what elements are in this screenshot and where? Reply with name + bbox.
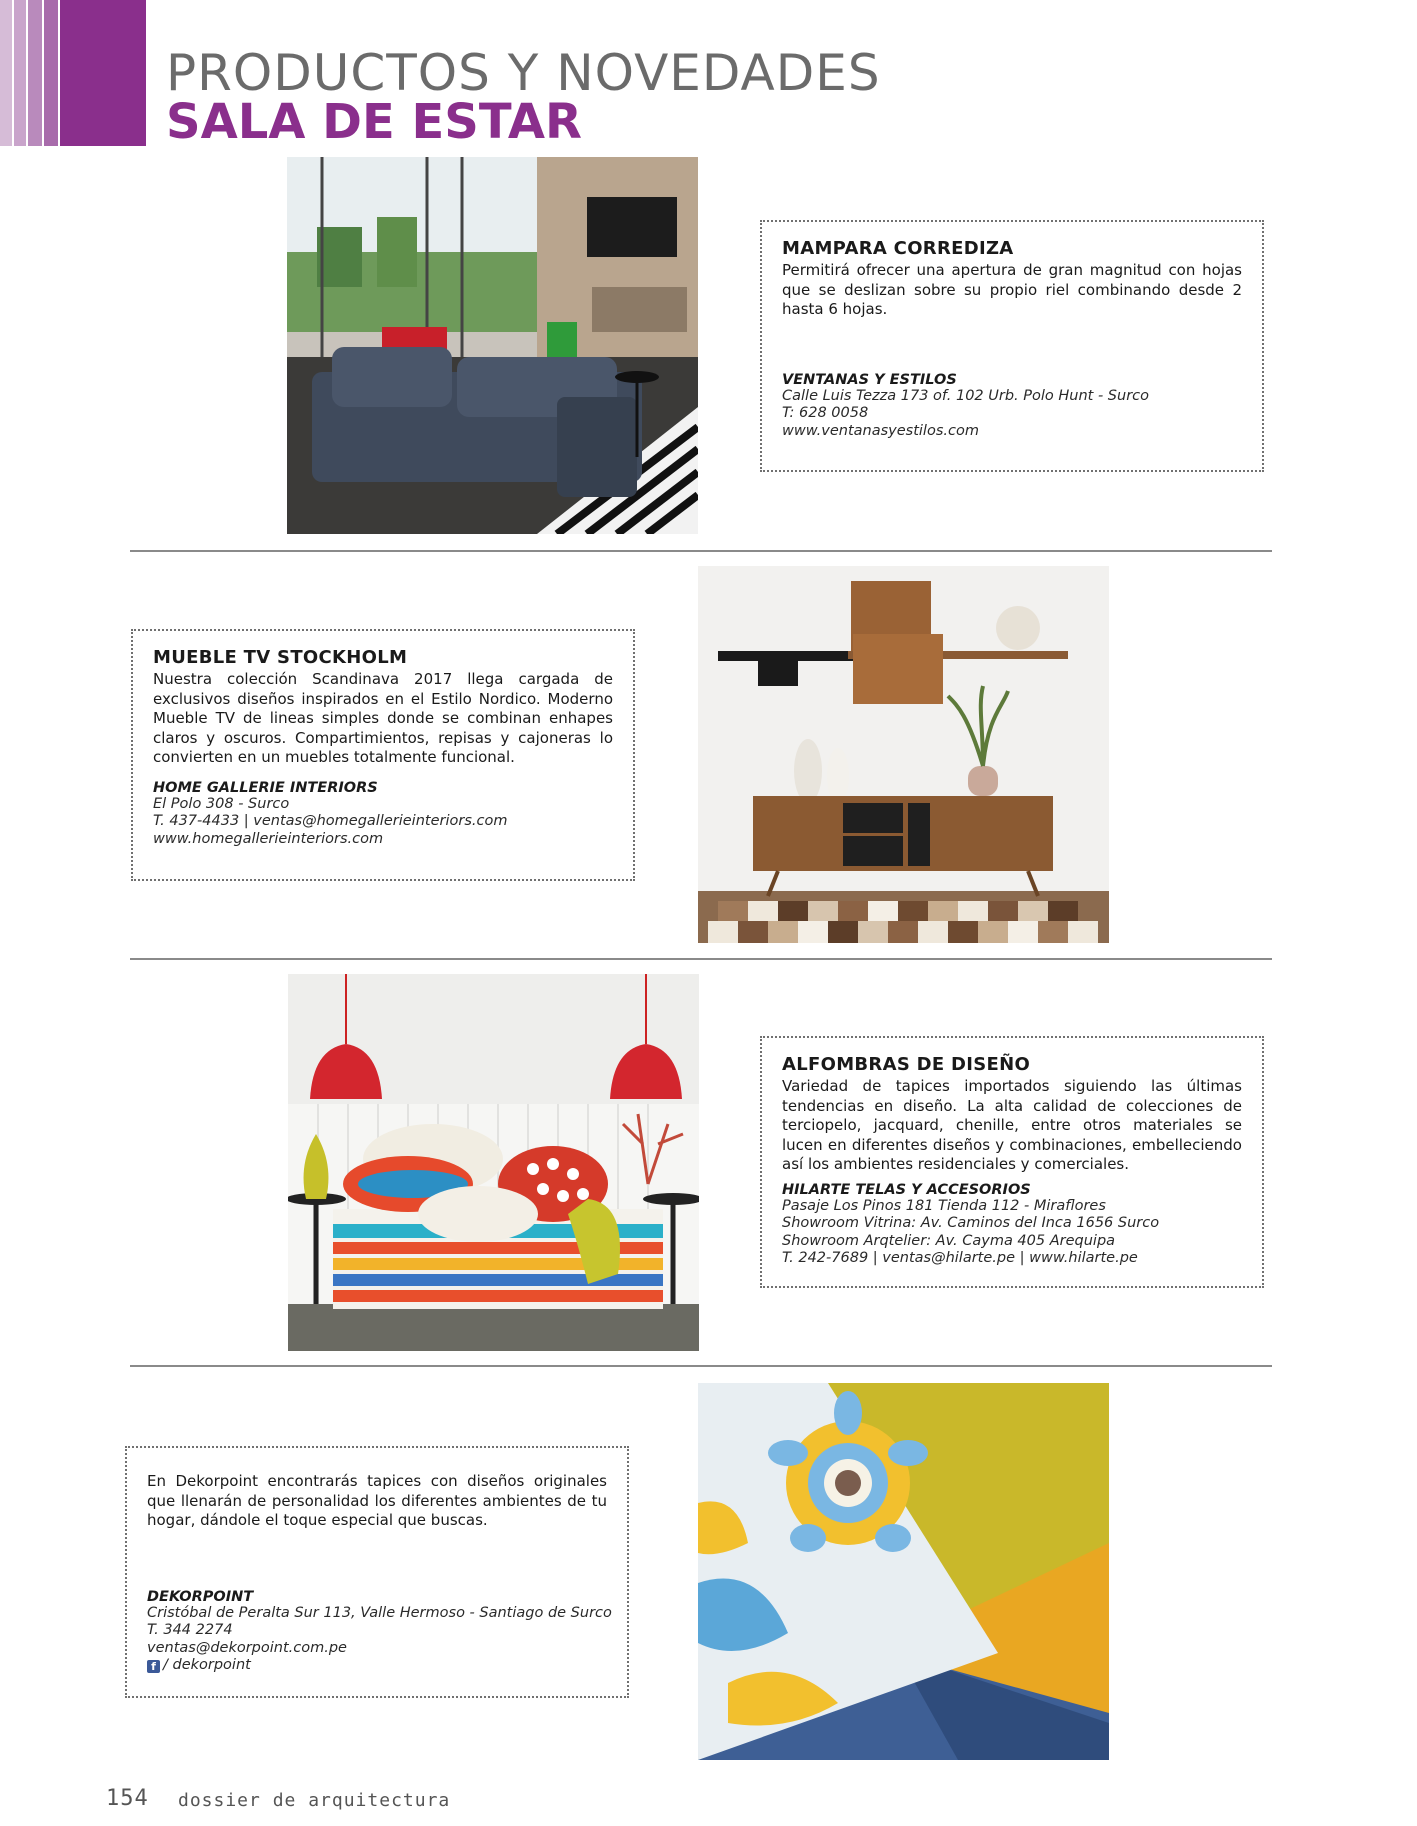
showroom-arqtelier: Showroom Arqtelier: Av. Cayma 405 Arequipa [782,1232,1116,1249]
section-divider [130,550,1272,552]
page-subtitle: SALA DE ESTAR [166,94,582,150]
page-title: PRODUCTOS Y NOVEDADES [166,44,881,102]
product-title: MUEBLE TV STOCKHOLM [153,647,408,668]
company-website[interactable]: www.homegallerieinteriors.com [153,830,384,847]
section-divider [130,1365,1272,1367]
photo-fabric-swatches [698,1383,1109,1760]
company-website[interactable]: www.ventanasyestilos.com [782,422,979,439]
header-stripe-2 [14,0,26,146]
product-box-dekorpoint [125,1446,629,1698]
company-name: DEKORPOINT [147,1588,254,1605]
header-stripe-1 [0,0,12,146]
product-description: Nuestra colección Scandinava 2017 llega cargada de exclusivos diseños inspirados en el Estilo Nordico. Moderno Mueble TV de lineas simples donde se combinan enhapes claros y oscuros. Compartimientos, repisas y cajoneras lo convierten en un muebles totalmente funcional. [153,670,613,766]
company-name: VENTANAS Y ESTILOS [782,371,957,388]
showroom-vitrina: Showroom Vitrina: Av. Caminos del Inca 1656 Surco [782,1215,1160,1231]
product-box-mueble-tv [131,629,635,881]
photo-tv-furniture [698,566,1109,943]
page-number: 154 [106,1786,149,1811]
product-description: Permitirá ofrecer una apertura de gran magnitud con hojas que se deslizan sobre su propio riel combinando desde 2 hasta 6 hojas. [782,261,1242,318]
company-name: HILARTE TELAS Y ACCESORIOS [782,1181,1031,1198]
product-box-mampara [760,220,1264,472]
product-description: En Dekorpoint encontrarás tapices con diseños originales que llenarán de personalidad los diferentes ambientes de tu hogar, dándole el toque especial que buscas. [147,1472,607,1529]
company-address: Calle Luis Tezza 173 of. 102 Urb. Polo Hunt - Surco [782,387,1150,404]
header-stripe-4 [44,0,58,146]
company-phone-email: T. 437-4433 | ventas@homegallerieinteriors.com [153,813,508,829]
header-stripe-3 [28,0,42,146]
company-address: Cristóbal de Peralta Sur 113, Valle Hermoso - Santiago de Surco [147,1604,612,1621]
company-address: El Polo 308 - Surco [153,795,290,812]
company-name: HOME GALLERIE INTERIORS [153,779,378,796]
social-handle: / dekorpoint [163,1657,251,1673]
facebook-icon: f [147,1660,160,1673]
product-title: ALFOMBRAS DE DISEÑO [782,1054,1031,1075]
company-address: Pasaje Los Pinos 181 Tienda 112 - Miraflores [782,1197,1106,1214]
company-social[interactable] [147,1657,607,1675]
product-box-alfombras [760,1036,1264,1288]
header-stripe-main [60,0,146,146]
photo-colorful-ottoman [288,974,699,1351]
section-divider [130,958,1272,960]
product-description: Variedad de tapices importados siguiendo las últimas tendencias en diseño. La alta calidad de colecciones de terciopelo, jacquard, chenille, entre otros materiales se lucen en diferentes diseños y combinaciones, embelleciendo así los ambientes residenciales y comerciales. [782,1077,1242,1173]
photo-living-room [287,157,698,534]
product-title: MAMPARA CORREDIZA [782,238,1014,259]
publication-name: dossier de arquitectura [178,1790,451,1811]
company-phone-email-web: T. 242-7689 | ventas@hilarte.pe | www.hilarte.pe [782,1250,1138,1266]
company-phone: T: 628 0058 [782,405,869,421]
company-phone: T. 344 2274 [147,1622,233,1638]
company-email[interactable]: ventas@dekorpoint.com.pe [147,1639,347,1656]
